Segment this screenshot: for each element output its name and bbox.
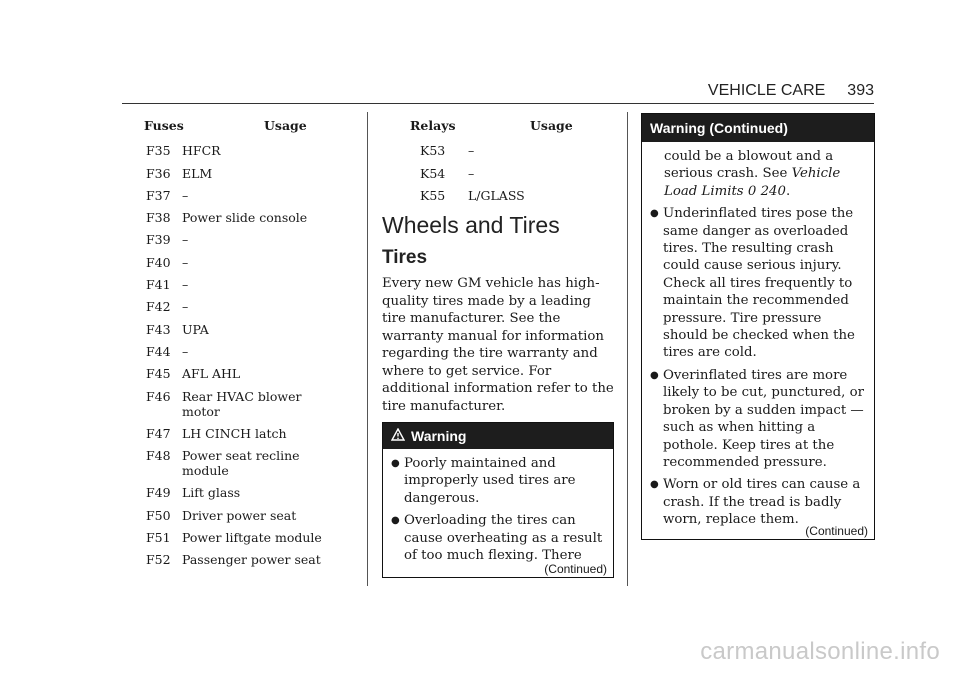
- bullet-text: Underinflated tires pose the same danger as overloaded tires. The resulting crash could cause serious injury. Check all tires frequently to maintain the recommended pressure. Tire pressure should be checked when the tires are cold.: [663, 206, 855, 361]
- watermark: carmanualsonline.info: [700, 638, 940, 665]
- header-rule: [122, 103, 874, 104]
- warning-body: [383, 449, 613, 564]
- warning-title: Warning: [411, 428, 467, 444]
- warning-bullet: [391, 455, 605, 507]
- warning-bullet: [650, 476, 866, 528]
- warning-header: [642, 114, 874, 142]
- column-divider-2: [627, 112, 628, 586]
- id-cell: F40: [146, 254, 171, 270]
- bullet-text: Overinflated tires are more likely to be cut, punctured, or broken by a sudden impact — such as when hitting a pothole. Keep tires at the recommended pressure.: [663, 367, 864, 470]
- fuse-table: [122, 118, 357, 567]
- table-row: [122, 426, 357, 441]
- bullet-icon: ●: [650, 479, 659, 491]
- id-cell: F51: [146, 530, 171, 546]
- bullet-text: Worn or old tires can cause a crash. If the tread is badly worn, replace them.: [663, 477, 861, 528]
- fuses-column-header: Fuses: [144, 118, 184, 133]
- continued-label: (Continued): [805, 524, 868, 538]
- id-cell: F44: [146, 343, 171, 359]
- usage-cell: –: [468, 165, 475, 181]
- id-cell: F35: [146, 143, 171, 159]
- table-row: [122, 143, 357, 158]
- usage-cell: ELM: [182, 165, 213, 181]
- table-row: [122, 508, 357, 523]
- id-cell: F43: [146, 321, 171, 337]
- usage-cell: L/GLASS: [468, 187, 525, 203]
- usage-cell: –: [182, 232, 189, 248]
- id-cell: K53: [420, 143, 446, 159]
- id-cell: F52: [146, 552, 171, 568]
- table-row: [122, 166, 357, 181]
- intro-paragraph: Every new GM vehicle has high-quality tires made by a leading tire manufacturer. See the warranty manual for information regarding the tire warranty and where to get service. For additional information refer to the tire manufacturer.: [382, 276, 614, 414]
- table-row: [122, 448, 357, 478]
- warning-bullet: [650, 367, 866, 471]
- id-cell: K55: [420, 187, 446, 203]
- warning-triangle-icon: [391, 428, 405, 444]
- section-name: VEHICLE CARE: [707, 82, 826, 99]
- fuse-table-header: [122, 118, 357, 136]
- id-cell: F39: [146, 232, 171, 248]
- table-row: [122, 210, 357, 225]
- warning-box-continued: [641, 113, 875, 540]
- table-row: [122, 322, 357, 337]
- usage-cell: –: [182, 187, 189, 203]
- page-header: [708, 82, 874, 100]
- bullet-text: Overloading the tires can cause overheating as a result of too much flexing. There: [404, 513, 603, 564]
- usage-cell: AFL AHL: [182, 366, 241, 382]
- column-divider-1: [367, 112, 368, 586]
- warning-header: [383, 423, 613, 449]
- warning-title: Warning (Continued): [650, 120, 788, 136]
- table-row: [122, 485, 357, 500]
- usage-cell: Lift glass: [182, 485, 241, 501]
- table-row: [122, 277, 357, 292]
- usage-cell: –: [182, 299, 189, 315]
- warning-bullets: [642, 205, 874, 528]
- relay-table-header: [382, 118, 612, 136]
- usage-cell: Driver power seat: [182, 507, 297, 523]
- usage-cell: –: [182, 254, 189, 270]
- continued-label: (Continued): [544, 562, 607, 576]
- warning-bullet: [650, 205, 866, 362]
- bullet-icon: ●: [650, 208, 659, 220]
- table-row: [122, 530, 357, 545]
- page-number: 393: [847, 82, 874, 99]
- section-title: Wheels and Tires: [382, 212, 560, 238]
- warning-lead-text: could be a blowout and a serious crash. See Vehicle Load Limits 0 240.: [664, 149, 841, 199]
- usage-cell: Passenger power seat: [182, 552, 321, 568]
- warning-bullet: [391, 512, 605, 564]
- relays-column-header: Relays: [410, 118, 456, 133]
- usage-cell: Power seat recline module: [182, 448, 300, 479]
- usage-cell: UPA: [182, 321, 209, 337]
- id-cell: F50: [146, 507, 171, 523]
- table-row: [122, 255, 357, 270]
- table-row: [122, 188, 357, 203]
- relay-table: [382, 118, 612, 203]
- usage-cell: –: [468, 143, 475, 159]
- page-ref[interactable]: 240: [760, 183, 786, 199]
- id-cell: F37: [146, 187, 171, 203]
- usage-column-header: Usage: [264, 118, 307, 133]
- id-cell: F49: [146, 485, 171, 501]
- id-cell: F46: [146, 388, 171, 404]
- table-row: [382, 188, 612, 203]
- id-cell: F41: [146, 277, 171, 293]
- table-row: [122, 389, 357, 419]
- cross-reference-link[interactable]: Vehicle Load Limits: [664, 166, 841, 199]
- id-cell: F48: [146, 448, 171, 464]
- usage-cell: Power liftgate module: [182, 530, 322, 546]
- table-row: [382, 143, 612, 158]
- bullet-icon: ●: [391, 458, 400, 469]
- id-cell: F38: [146, 210, 171, 226]
- id-cell: K54: [420, 165, 446, 181]
- warning-box: [382, 422, 614, 578]
- page-ref-symbol: 0: [747, 183, 757, 199]
- table-row: [382, 166, 612, 181]
- bullet-icon: ●: [650, 369, 659, 381]
- id-cell: F36: [146, 165, 171, 181]
- table-row: [122, 552, 357, 567]
- bullet-icon: ●: [391, 515, 400, 527]
- usage-cell: –: [182, 343, 189, 359]
- usage-column-header: Usage: [530, 118, 573, 133]
- table-row: [122, 299, 357, 314]
- usage-cell: –: [182, 277, 189, 293]
- warning-body: [642, 142, 874, 200]
- table-row: [122, 232, 357, 247]
- table-row: [122, 344, 357, 359]
- usage-cell: HFCR: [182, 143, 221, 159]
- table-row: [122, 366, 357, 381]
- id-cell: F45: [146, 366, 171, 382]
- usage-cell: LH CINCH latch: [182, 425, 287, 441]
- id-cell: F47: [146, 425, 171, 441]
- bullet-text: Poorly maintained and improperly used tires are dangerous.: [404, 456, 576, 506]
- usage-cell: Rear HVAC blower motor: [182, 388, 302, 419]
- usage-cell: Power slide console: [182, 210, 308, 226]
- subsection-title: Tires: [382, 247, 428, 268]
- id-cell: F42: [146, 299, 171, 315]
